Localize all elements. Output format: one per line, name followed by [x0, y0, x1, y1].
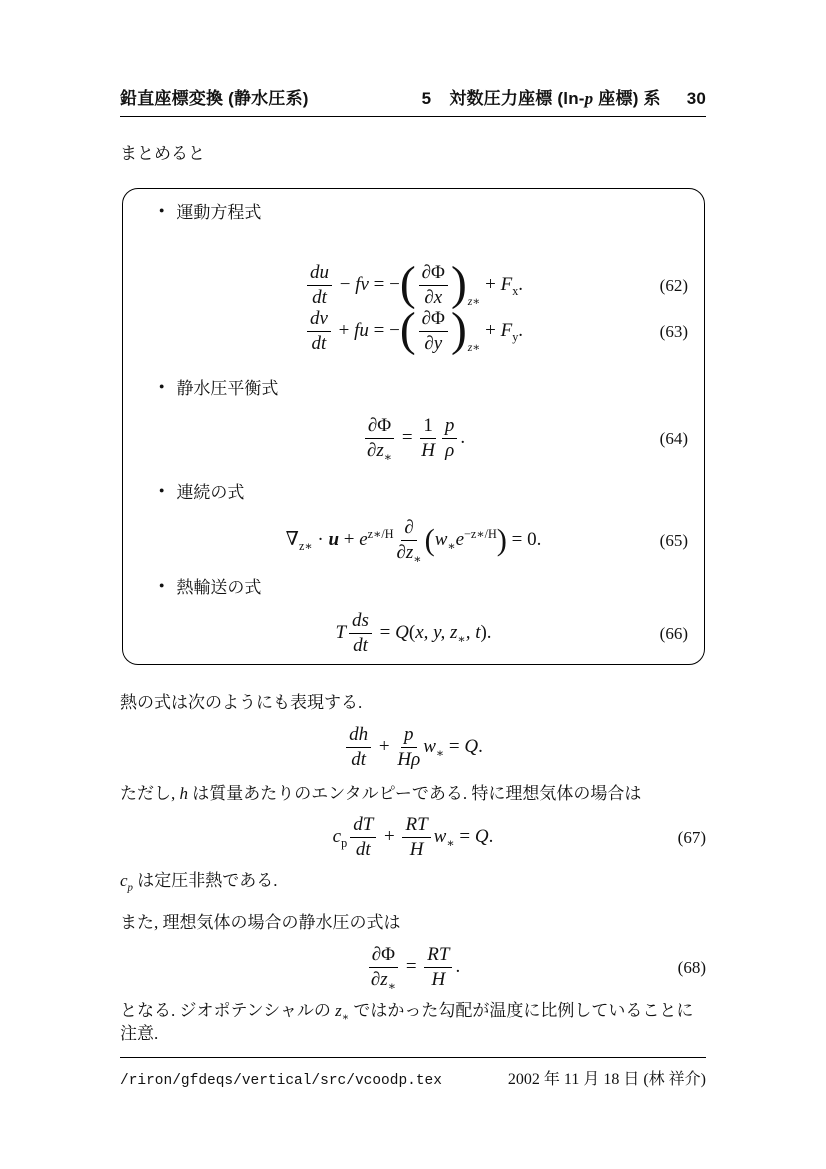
equation-65-body: $\nabla_{z∗} \cdot u + e^{z∗/H}$ $\frac{\partial}{\partial z_∗}$ $(w_∗e^{-z∗/H}) = 0$. — [285, 517, 542, 566]
paragraph-text: は定圧非熱である. — [132, 871, 278, 890]
bullet-item-continuity — [159, 479, 704, 501]
bullet-icon: ● — [159, 579, 165, 590]
equation-67-number: (67) — [677, 828, 706, 847]
equation-63 — [123, 304, 704, 356]
page-header — [120, 84, 706, 117]
bullet-item-motion-equations — [159, 199, 704, 221]
bullet-icon: ● — [159, 204, 165, 215]
equation-66-number: (66) — [659, 624, 688, 643]
equation-enthalpy-body: $\frac{dh}{dt}$ + $\frac{p}{H\rho}$ $w_∗ = Q$. — [343, 725, 483, 771]
paragraph-text: となる. ジオポテンシャルの — [120, 1001, 336, 1020]
bullet-item-heat-transport — [159, 574, 704, 596]
paragraph-text: は質量あたりのエンタルピーである. 特に理想気体の場合は — [188, 784, 642, 803]
paragraph-heat-expression: 熱の式は次のようにも表現する. — [120, 693, 363, 712]
paragraph-ideal-gas: また, 理想気体の場合の静水圧の式は — [120, 913, 401, 932]
equation-65-number: (65) — [659, 531, 688, 550]
summary-box — [122, 188, 705, 665]
equation-64 — [123, 416, 704, 462]
bullet-label: 熱輸送の式 — [176, 577, 262, 597]
equation-63-number: (63) — [659, 322, 688, 341]
section-number: 5 — [421, 89, 432, 108]
source-file-path: /riron/gfdeqs/vertical/src/vcoodp.tex — [120, 1073, 442, 1089]
page-footer — [120, 1057, 706, 1089]
paragraph-text: ではかった勾配が温度に比例していることに注意. — [120, 1001, 694, 1043]
equation-enthalpy — [120, 725, 706, 771]
equation-65 — [123, 518, 704, 564]
equation-62-number: (62) — [659, 276, 688, 295]
equation-63-body: $\frac{dv}{dt}$ + fu = −( $\frac{\partial\Phi}{\partial y}$ )$_{z∗} + F_y$. — [304, 309, 523, 355]
bullet-item-hydrostatic-balance — [159, 375, 704, 397]
equation-66 — [123, 611, 704, 657]
page-number: 30 — [686, 89, 706, 108]
bullet-label: 静水圧平衡式 — [176, 378, 279, 398]
inline-math-c: c — [120, 871, 128, 890]
equation-68 — [120, 945, 706, 991]
header-left-title: 鉛直座標変換 (静水圧系) — [120, 89, 309, 108]
paragraph-cp-note — [120, 870, 710, 893]
date-author: 2002 年 11 月 18 日 (林 祥介) — [507, 1071, 706, 1088]
bullet-icon: ● — [159, 484, 165, 495]
equation-62 — [123, 258, 704, 310]
equation-64-body: $\frac{\partial\Phi}{\partial z_∗}$ = $\frac{1}{H}$ $\frac{p}{\rho}$ . — [362, 416, 465, 462]
section-title-post: 座標) 系 — [593, 89, 661, 108]
bullet-icon: ● — [159, 380, 165, 391]
bullet-label: 運動方程式 — [176, 202, 262, 222]
section-title-pre: 対数圧力座標 (ln- — [449, 89, 585, 108]
section-title-variable: p — [584, 89, 594, 108]
equation-66-body: T $\frac{ds}{dt}$ = Q(x, y, $z_∗$, t). — [335, 610, 492, 656]
equation-67-body: $c_p$ $\frac{dT}{dt}$ + $\frac{RT}{H}$ $w_∗ = Q$. — [332, 814, 494, 860]
equation-68-body: $\frac{\partial\Phi}{\partial z_∗}$ = $\frac{RT}{H}$ . — [366, 945, 460, 991]
paragraph-geopotential-note — [120, 1000, 710, 1046]
equation-62-body: $\frac{du}{dt}$ − fv = −( $\frac{\partial\Phi}{\partial x}$ )$_{z∗} + F_x$. — [304, 263, 523, 309]
inline-math-c-subscript: p — [127, 881, 133, 894]
paragraph-text: ただし, — [120, 784, 180, 803]
bullet-label: 連続の式 — [176, 482, 245, 502]
equation-67 — [120, 815, 706, 861]
equation-64-number: (64) — [659, 429, 688, 448]
inline-math-h: h — [179, 784, 188, 803]
section-title — [449, 84, 660, 109]
inline-math-z: z — [335, 1001, 342, 1020]
paragraph-enthalpy-note — [120, 783, 710, 806]
inline-math-z-subscript: ∗ — [341, 1011, 350, 1024]
intro-text: まとめると — [120, 144, 205, 163]
equation-68-number: (68) — [677, 958, 706, 977]
